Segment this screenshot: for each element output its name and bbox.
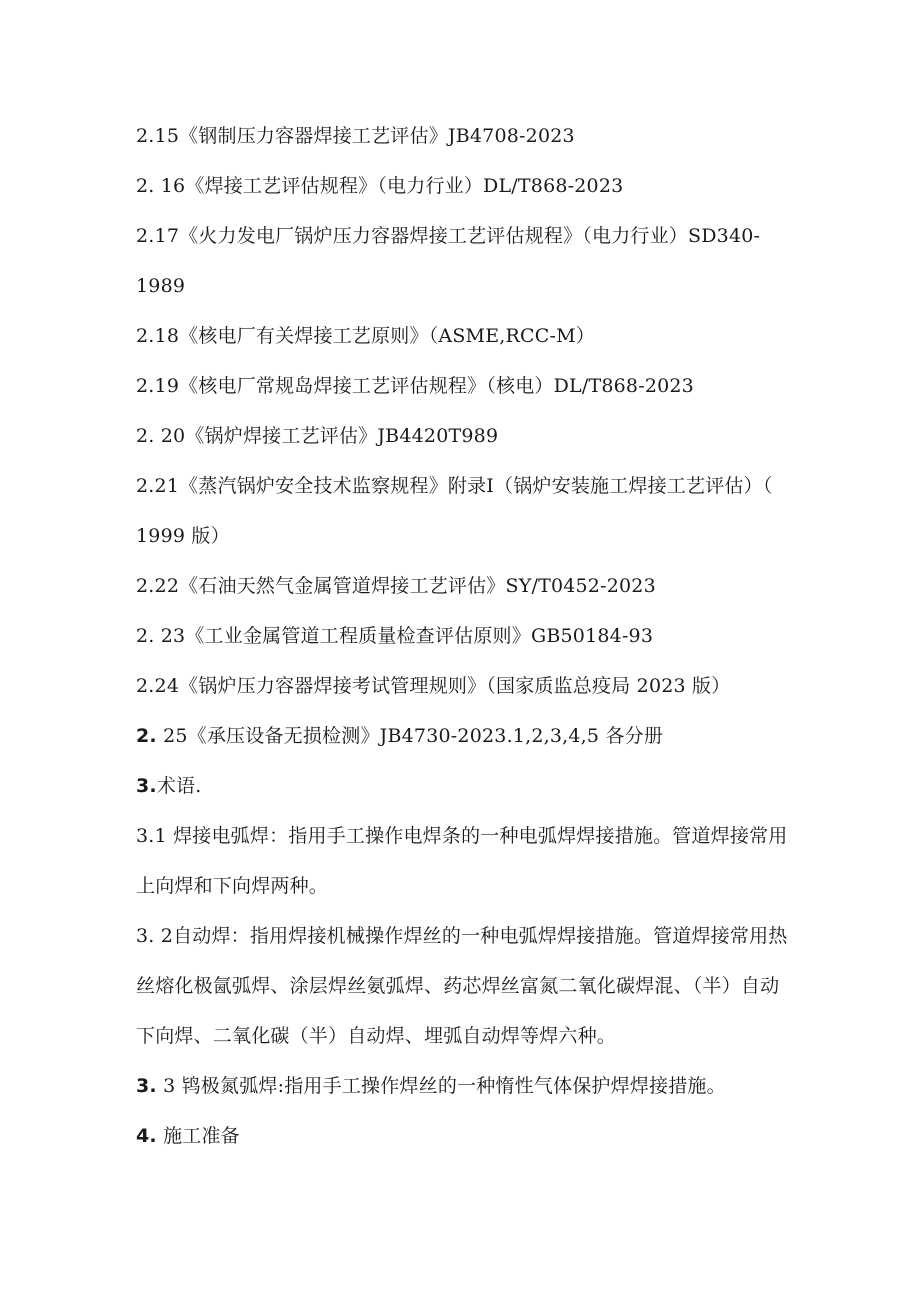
clause-text: 焊接电弧焊：指用手工操作电焊条的一种电弧焊焊接措施。管道焊接常用 bbox=[166, 825, 788, 847]
section-number: 3. bbox=[136, 775, 157, 797]
doc-line-3-heading bbox=[136, 774, 201, 798]
clause-number: 2. bbox=[136, 725, 157, 747]
clause-number: 2.17 bbox=[136, 225, 180, 247]
clause-text: 25《承压设备无损检测》JB4730-2023.1,2,3,4,5 各分册 bbox=[156, 725, 664, 747]
clause-text: 《工业金属管道工程质量检查评估原则》GB50184-93 bbox=[185, 625, 654, 647]
doc-line-3-3 bbox=[136, 1074, 726, 1098]
doc-line-2-15 bbox=[136, 124, 575, 148]
clause-text: 3 鸨极氮弧焊:指用手工操作焊丝的一种惰性气体保护焊焊接措施。 bbox=[156, 1075, 726, 1097]
doc-line-2-18 bbox=[136, 324, 595, 348]
doc-line-2-21 bbox=[136, 474, 773, 498]
doc-line-2-19 bbox=[136, 374, 694, 398]
clause-text: 丝熔化极氤弧焊、涂层焊丝氨弧焊、药芯焊丝富氮二氧化碳焊混、（半）自动 bbox=[136, 975, 780, 997]
doc-line-4-heading bbox=[136, 1124, 240, 1148]
clause-text: 《焊接工艺评估规程》（电力行业）DL/T868-2023 bbox=[185, 175, 624, 197]
clause-number: 3. 2 bbox=[136, 925, 174, 947]
doc-line-2-17 bbox=[136, 224, 760, 248]
clause-number: 2.21 bbox=[136, 475, 180, 497]
section-heading: 施工准备 bbox=[156, 1125, 240, 1147]
doc-line-2-16 bbox=[136, 174, 623, 198]
doc-line-3-1 bbox=[136, 824, 787, 848]
clause-number: 2.19 bbox=[136, 375, 180, 397]
clause-text: 《蒸汽锅炉安全技术监察规程》附录Ⅰ（锅炉安装施工焊接工艺评估）（ bbox=[179, 475, 773, 497]
doc-line-2-20 bbox=[136, 424, 498, 448]
doc-line-2-24 bbox=[136, 674, 730, 698]
clause-text: 《核电厂有关焊接工艺原则》（ASME,RCC-M） bbox=[179, 325, 595, 347]
clause-number: 3.1 bbox=[136, 825, 167, 847]
clause-text: 《核电厂常规岛焊接工艺评估规程》（核电）DL/T868-2023 bbox=[179, 375, 694, 397]
clause-number: 2.18 bbox=[136, 325, 180, 347]
clause-text: 《钢制压力容器焊接工艺评估》JB4708-2023 bbox=[179, 125, 575, 147]
clause-text: 《锅炉焊接工艺评估》JB4420T989 bbox=[185, 425, 499, 447]
clause-text: 1989 bbox=[136, 275, 186, 297]
clause-text: 《石油天然气金属管道焊接工艺评估》SY/T0452-2023 bbox=[179, 575, 656, 597]
clause-number: 2. 23 bbox=[136, 625, 186, 647]
doc-line-3-1-cont bbox=[136, 874, 328, 898]
clause-number: 2.15 bbox=[136, 125, 180, 147]
doc-line-2-25 bbox=[136, 724, 663, 748]
clause-text: 上向焊和下向焊两种。 bbox=[136, 875, 329, 897]
clause-number: 2. 20 bbox=[136, 425, 186, 447]
section-number: 4. bbox=[136, 1125, 157, 1147]
doc-line-2-23 bbox=[136, 624, 653, 648]
doc-line-2-21-cont bbox=[136, 524, 230, 548]
doc-line-2-22 bbox=[136, 574, 656, 598]
clause-text: 自动焊：指用焊接机械操作焊丝的一种电弧焊焊接措施。管道焊接常用热 bbox=[173, 925, 788, 947]
clause-number: 2.22 bbox=[136, 575, 180, 597]
clause-text: 《锅炉压力容器焊接考试管理规则》（国家质监总疫局 2023 版） bbox=[179, 675, 731, 697]
doc-line-3-2 bbox=[136, 924, 787, 948]
clause-number: 2.24 bbox=[136, 675, 180, 697]
clause-text: 1999 版） bbox=[136, 525, 230, 547]
section-heading: 术语. bbox=[156, 775, 202, 797]
clause-number: 3. bbox=[136, 1075, 157, 1097]
doc-line-2-17-cont bbox=[136, 274, 185, 298]
doc-line-3-2-cont1 bbox=[136, 974, 779, 998]
clause-text: 下向焊、二氧化碳（半）自动焊、埋弧自动焊等焊六种。 bbox=[136, 1025, 617, 1047]
doc-line-3-2-cont2 bbox=[136, 1024, 616, 1048]
clause-text: 《火力发电厂锅炉压力容器焊接工艺评估规程》（电力行业）SD340- bbox=[179, 225, 761, 247]
clause-number: 2. 16 bbox=[136, 175, 186, 197]
